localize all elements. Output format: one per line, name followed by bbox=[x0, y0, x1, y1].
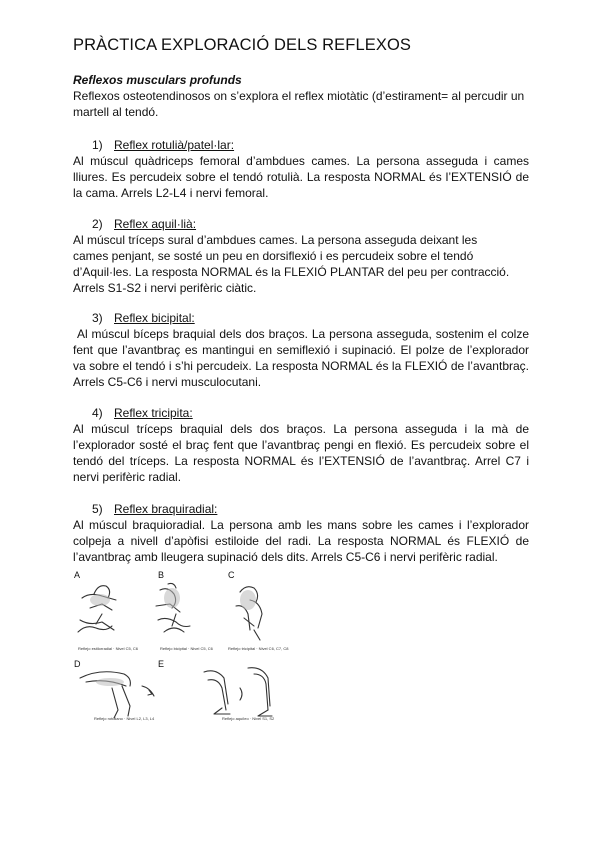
panel-e-drawing bbox=[204, 668, 272, 716]
reflex-title: Reflex tricipita: bbox=[114, 406, 193, 420]
page-title: PRÀCTICA EXPLORACIÓ DELS REFLEXOS bbox=[73, 36, 411, 54]
reflex-heading-5 bbox=[92, 502, 217, 516]
reflex-description-5: Al múscul braquioradial. La persona amb les mans sobre les cames i l’explorador colpeja a nivell d’apòfisi estiloide del radi. La resposta NORMAL és FLEXIÓ de l’avantbraç amb lleugera supinació dels dits. Arrels C5-C6 i nervi perifèric radial. bbox=[73, 518, 529, 564]
section-title: Reflexos musculars profunds bbox=[73, 73, 242, 87]
figure-caption-a: Reflejo estilorradial · Nivel C5, C6 bbox=[78, 646, 139, 651]
reflex-heading-1 bbox=[92, 138, 234, 152]
figure-caption-c: Reflejo tricipital · Nivel C6, C7, C8 bbox=[228, 646, 289, 651]
reflex-illustration bbox=[72, 570, 302, 735]
reflex-heading-2 bbox=[92, 217, 196, 231]
reflex-number: 4) bbox=[92, 406, 103, 420]
reflex-heading-3 bbox=[92, 311, 195, 325]
figure-caption-d: Reflejo rotuliano · Nivel L2, L3, L4 bbox=[94, 716, 155, 721]
figure-label-a: A bbox=[74, 570, 81, 580]
reflex-title: Reflex braquiradial: bbox=[114, 502, 218, 516]
intro-paragraph: Reflexos osteotendinosos on s’explora el reflex miotàtic (d’estirament= al percudir un martell al tendó. bbox=[73, 89, 525, 119]
figure-label-d: D bbox=[74, 659, 81, 669]
reflex-title: Reflex rotulià/patel·lar: bbox=[114, 138, 235, 152]
reflex-number: 5) bbox=[92, 502, 103, 516]
reflex-description-3: Al múscul bíceps braquial dels dos braços. La persona asseguda, sostenim el colze fent que l’avantbraç es mantingui en semiflexió i supinació. El polze de l’explorador va sobre el tendó i s’hi percudeix. La resposta NORMAL és la FLEXIÓ de l’avantbraç. Arrels C5-C6 i nervi musculocutani. bbox=[73, 327, 533, 389]
figure-caption-b: Reflejo bicipital · Nivel C5, C6 bbox=[160, 646, 213, 651]
reflex-title: Reflex aquil·lià: bbox=[114, 217, 197, 231]
reflex-heading-4 bbox=[92, 406, 193, 420]
figure-label-b: B bbox=[158, 570, 165, 580]
reflex-number: 2) bbox=[92, 217, 103, 231]
reflex-title: Reflex bicipital: bbox=[114, 311, 195, 325]
panel-a-drawing bbox=[78, 586, 116, 632]
figure-label-e: E bbox=[158, 659, 165, 669]
figure-caption-e: Reflejo aquíleo · Nivel S1, S2 bbox=[222, 716, 275, 721]
reflex-description-4: Al múscul tríceps braquial dels dos braços. La persona asseguda i la mà de l’explorador sosté el braç fent que l’avantbraç pengi en flexió. Es percudeix sobre el tendó del tríceps. La resposta NORMAL és l’EXTENSIÓ de l’avantbraç. Arrel C7 i nervi perifèric radial. bbox=[73, 422, 529, 484]
figure-label-c: C bbox=[228, 570, 235, 580]
reflex-description-1: Al múscul quàdriceps femoral d’ambdues cames. La persona asseguda i cames lliures. Es percudeix sobre el tendó rotulià. La resposta NORMAL és l’EXTENSIÓ de la cama. Arrels L2-L4 i nervi femoral. bbox=[73, 154, 529, 200]
reflex-number: 3) bbox=[92, 311, 103, 325]
reflex-number: 1) bbox=[92, 138, 103, 152]
reflex-description-2: Al múscul tríceps sural d’ambdues cames. La persona asseguda deixant les cames penjant, se sosté un peu en dorsiflexió i es percudeix sobre el tendó d’Aquil·les. La resposta NORMAL és la FLEXIÓ PLANTAR del peu per contracció. Arrels S1-S2 i nervi perifèric ciàtic. bbox=[73, 233, 510, 295]
